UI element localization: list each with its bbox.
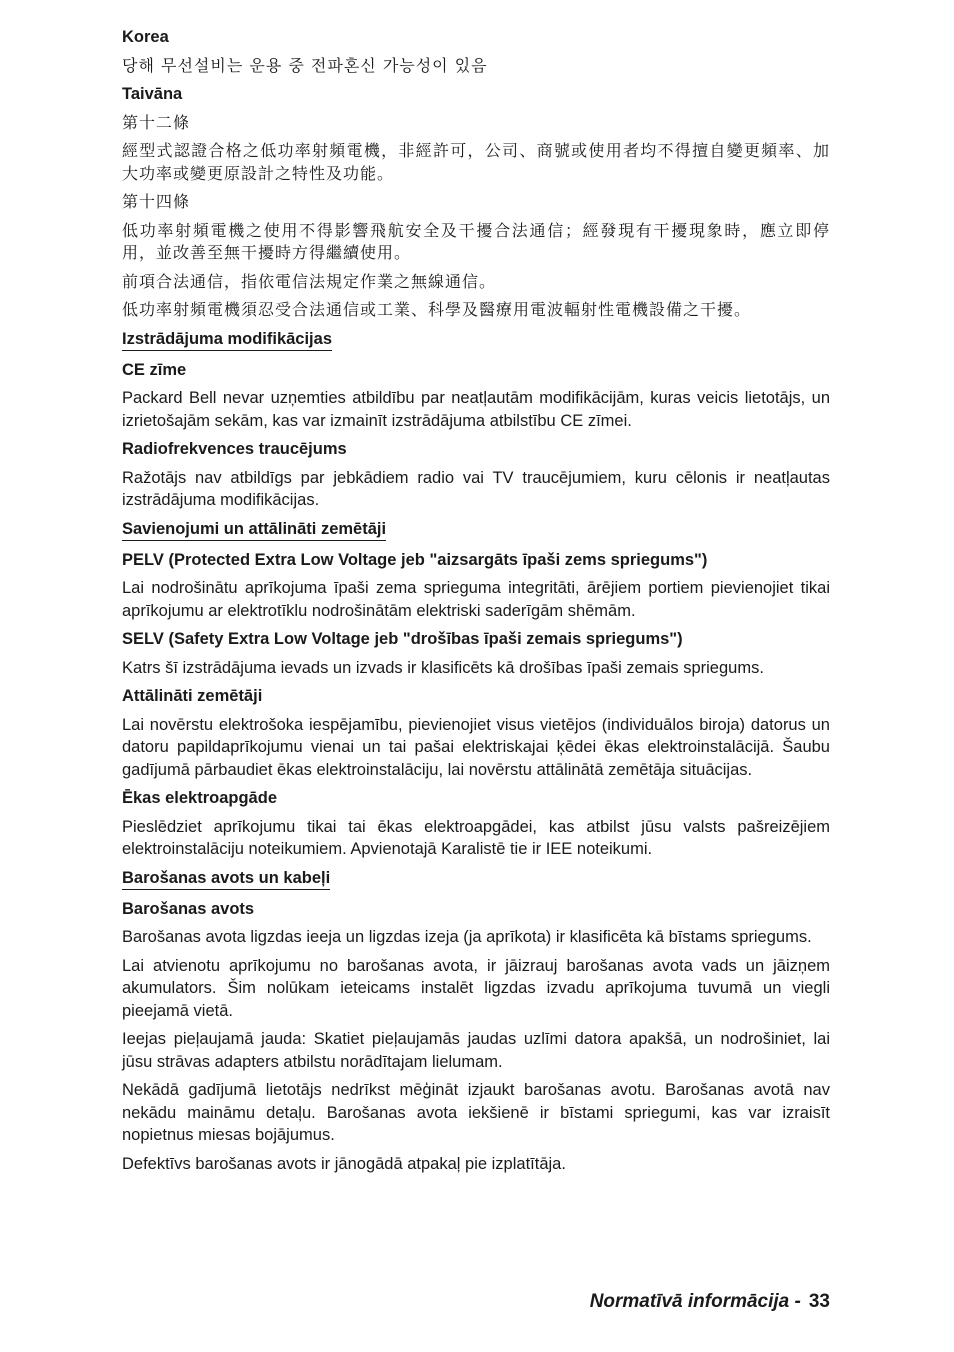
psu-text-5: Defektīvs barošanas avots ir jānogādā atpakaļ pie izplatītāja.	[122, 1154, 566, 1173]
connections-section-title: Savienojumi un attālināti zemētāji	[122, 519, 386, 541]
psu-text-4: Nekādā gadījumā lietotājs nedrīkst mēģināt izjaukt barošanas avotu. Barošanas avotā nav nekādu maināmu detaļu. Barošanas avota iekšienē ir bīstami spriegumi, kas var izraisīt nopietnus miesas bojājumus.	[122, 1081, 830, 1144]
page-number: 33	[808, 1291, 830, 1312]
pelv-text: Lai nodrošinātu aprīkojuma īpaši zema sprieguma integritāti, ārējiem portiem pievienojiet tikai aprīkojumu ar elektrotīklu nodrošinātām elektriski saderīgām shēmām.	[122, 579, 830, 620]
taiwan-article-14-text-2: 前項合法通信，指依電信法規定作業之無線通信。	[122, 271, 497, 291]
ce-heading: CE zīme	[122, 360, 187, 379]
taiwan-article-14-text-1: 低功率射頻電機之使用不得影響飛航安全及干擾合法通信；經發現有干擾現象時，應立即停用，並改善至無干擾時方得繼續使用。	[122, 220, 830, 262]
taiwan-article-12: 第十二條	[122, 112, 191, 132]
remote-ground-heading: Attālināti zemētāji	[122, 687, 263, 705]
taiwan-article-14-text-3: 低功率射頻電機須忍受合法通信或工業、科學及醫療用電波輻射性電機設備之干擾。	[122, 300, 752, 319]
pelv-heading: PELV (Protected Extra Low Voltage jeb "aizsargāts īpaši zems spriegums")	[122, 550, 708, 569]
remote-ground-text: Lai novērstu elektrošoka iespējamību, pievienojiet visus vietējos (individuālos biroja) datorus un datoru papildaprīkojumu vienai un tai pašai elektriskajai ķēdei ēkas elektroinstalācijā. Šaubu gadījumā pārbaudiet ēkas elektroinstalāciju, lai novērstu attālinātā zemētāja situācijas.	[122, 715, 830, 779]
modifications-section-title: Izstrādājuma modifikācijas	[122, 329, 332, 351]
taiwan-article-14: 第十四條	[122, 192, 191, 211]
footer-title: Normatīvā informācija -	[589, 1291, 801, 1312]
building-power-text: Pieslēdziet aprīkojumu tikai tai ēkas elektroapgādei, kas atbilst jūsu valsts pašreizējiem elektroinstalāciju noteikumiem. Apvienotajā Karalistē tie ir IEE noteikumi.	[122, 817, 830, 858]
building-power-heading: Ēkas elektroapgāde	[122, 789, 277, 807]
selv-heading: SELV (Safety Extra Low Voltage jeb "drošības īpaši zemais spriegums")	[122, 630, 683, 648]
page-content	[122, 26, 830, 1181]
psu-heading: Barošanas avots	[122, 899, 255, 918]
psu-text-1: Barošanas avota ligzdas ieeja un ligzdas izeja (ja aprīkota) ir klasificēta kā bīstams spriegums.	[122, 928, 812, 946]
power-section-title: Barošanas avots un kabeļi	[122, 868, 330, 890]
taiwan-article-12-text: 經型式認證合格之低功率射頻電機，非經許可，公司、商號或使用者均不得擅自變更頻率、加大功率或變更原設計之特性及功能。	[122, 141, 830, 183]
page-footer	[590, 1291, 830, 1313]
radio-heading: Radiofrekvences traucējums	[122, 440, 347, 458]
selv-text: Katrs šī izstrādājuma ievads un izvads ir klasificēts kā drošības īpaši zemais spriegums.	[122, 658, 764, 677]
psu-text-3: Ieejas pieļaujamā jauda: Skatiet pieļaujamās jaudas uzlīmi datora apakšā, un nodrošiniet, lai jūsu strāvas adapters atbilstu norādītajam lielumam.	[122, 1030, 830, 1071]
korea-heading: Korea	[122, 28, 169, 46]
radio-text: Ražotājs nav atbildīgs par jebkādiem radio vai TV traucējumiem, kuru cēlonis ir neatļautas izstrādājuma modifikācijas.	[122, 468, 830, 509]
taiwan-heading: Taivāna	[122, 85, 183, 103]
psu-text-2: Lai atvienotu aprīkojumu no barošanas avota, ir jāizrauj barošanas avota vads un jāizņem akumulators. Šim nolūkam ieteicams instalēt ligzdas izvadu aprīkojuma tuvumā un viegli pieejamā vietā.	[122, 956, 830, 1020]
ce-text: Packard Bell nevar uzņemties atbildību par neatļautām modifikācijām, kuras veicis lietotājs, un izrietošajām sekām, kas var izmainīt izstrādājuma atbilstību CE zīmei.	[122, 389, 830, 430]
korea-notice: 당해 무선설비는 운용 중 전파혼신 가능성이 있음	[122, 55, 488, 75]
